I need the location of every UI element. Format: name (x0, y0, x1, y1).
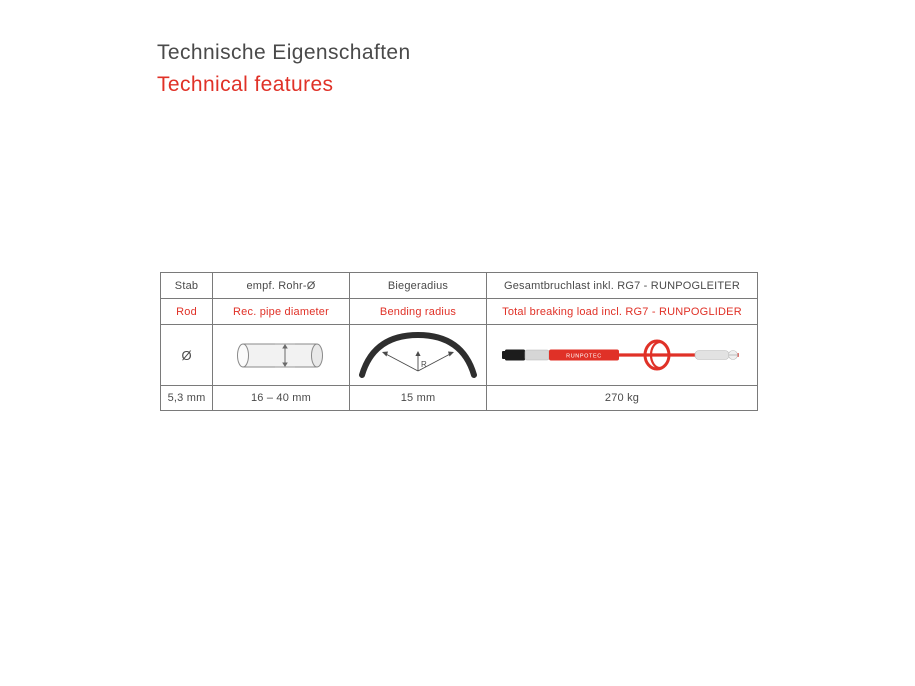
value-breaking-load: 270 kg (487, 386, 758, 411)
header-pipe-diameter-de: empf. Rohr-Ø (213, 273, 350, 299)
technical-features-table (160, 272, 758, 411)
table-row-values (161, 386, 758, 411)
pipe-diagram-icon (229, 333, 333, 377)
cell-rod-product-image (487, 325, 758, 386)
value-rod-diameter: 5,3 mm (161, 386, 213, 411)
page-title-english: Technical features (157, 73, 334, 96)
header-breaking-load-de: Gesamtbruchlast inkl. RG7 - RUNPOGLEITER (487, 273, 758, 299)
header-bending-radius-en: Bending radius (350, 299, 487, 325)
header-rod-en: Rod (161, 299, 213, 325)
svg-text:R: R (421, 360, 427, 369)
rod-product-image (497, 338, 747, 372)
header-bending-radius-de: Biegeradius (350, 273, 487, 299)
value-pipe-diameter: 16 – 40 mm (213, 386, 350, 411)
table-row-headers-german (161, 273, 758, 299)
bending-radius-diagram-icon (358, 331, 478, 379)
page-title (157, 38, 411, 100)
cell-diameter-symbol (161, 325, 213, 386)
cell-bending-radius-diagram (350, 325, 487, 386)
value-bending-radius: 15 mm (350, 386, 487, 411)
page-title-german: Technische Eigenschaften (157, 41, 411, 64)
diameter-symbol-icon: Ø (181, 347, 192, 363)
header-breaking-load-en: Total breaking load incl. RG7 - RUNPOGLIDER (487, 299, 758, 325)
table-row-illustrations (161, 325, 758, 386)
header-rod-de: Stab (161, 273, 213, 299)
header-pipe-diameter-en: Rec. pipe diameter (213, 299, 350, 325)
table-row-headers-english (161, 299, 758, 325)
cell-pipe-diagram (213, 325, 350, 386)
brand-label: RUNPOTEC (566, 353, 602, 360)
